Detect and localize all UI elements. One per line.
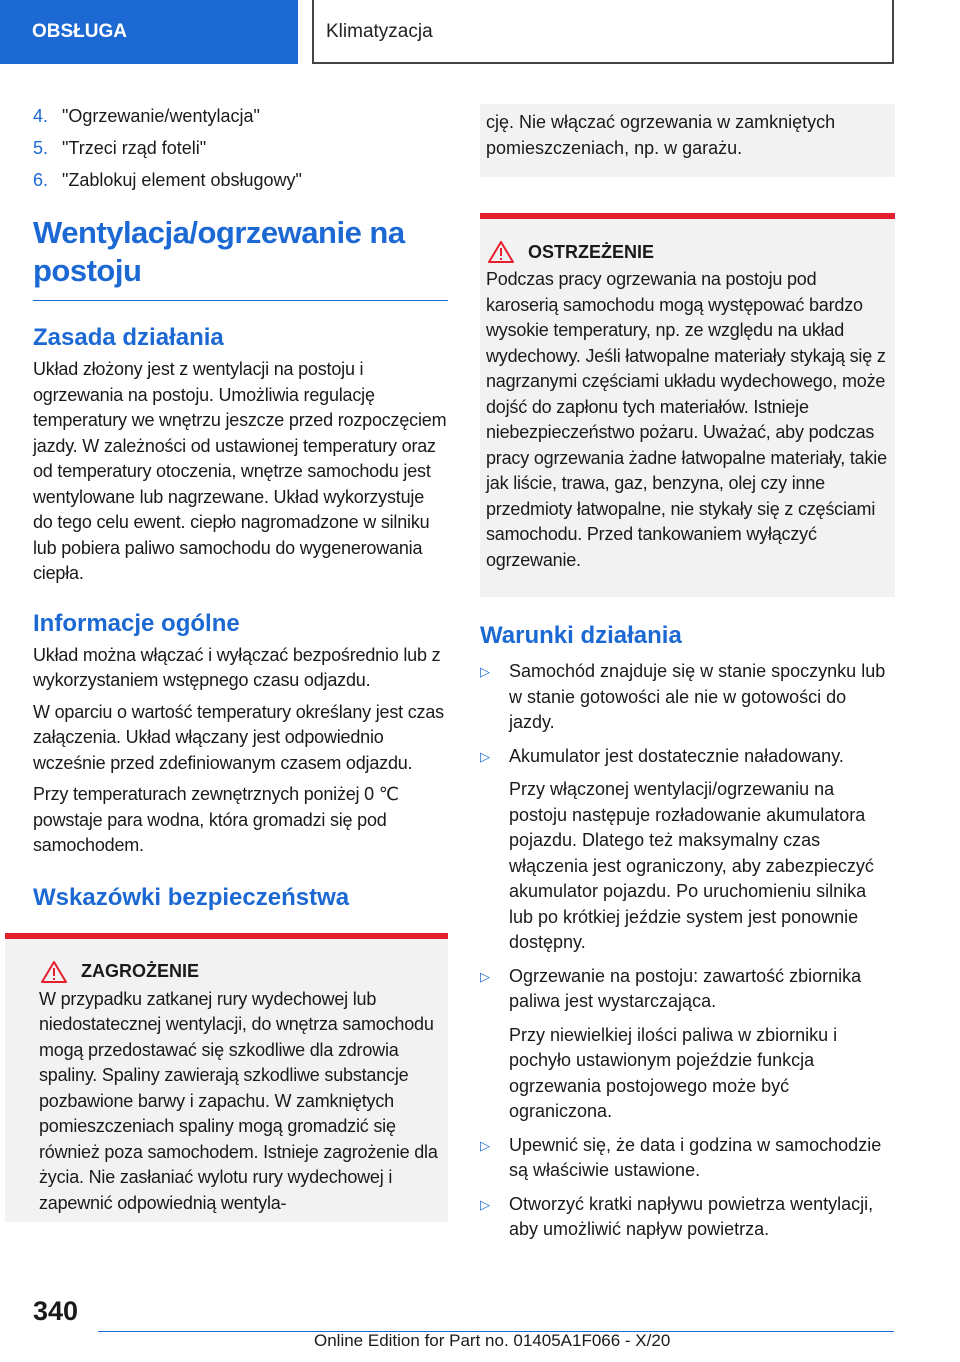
list-number: 4. bbox=[33, 106, 49, 126]
warning-triangle-icon bbox=[41, 961, 67, 983]
condition-text: Ogrzewanie na postoju: zawartość zbiornika paliwa jest wystarczająca. bbox=[509, 965, 862, 1011]
conditions-heading: Warunki działania bbox=[480, 622, 682, 649]
list-item bbox=[33, 164, 448, 196]
condition-item bbox=[480, 659, 895, 736]
triangle-bullet-icon: ▷ bbox=[480, 748, 490, 764]
page-header bbox=[0, 0, 960, 68]
condition-text: Akumulator jest dostatecznie naładowany. bbox=[509, 745, 844, 766]
warning-heading bbox=[528, 241, 889, 263]
triangle-bullet-icon: ▷ bbox=[480, 1196, 490, 1212]
condition-subtext: Przy niewielkiej ilości paliwa w zbiorniku i pochyło ustawionym pojeździe funkcja ogrzewania postojowego może być ograniczona. bbox=[509, 1024, 838, 1121]
edition-note: Online Edition for Part no. 01405A1F066 - X/20 bbox=[314, 1331, 671, 1350]
info-paragraph-2: W oparciu o wartość temperatury określany jest czas załączenia. Układ włączany jest odpowiednio wcześnie przed zdefiniowanym czasem odjazdu. bbox=[33, 701, 444, 773]
zasada-text: Układ złożony jest z wentylacji na postoju i ogrzewania na postoju. Umożliwia regulację temperatury we wnętrzu jeszcze przed rozpoczęciem jazdy. W zależności od ustawionej temperatury oraz od temperatury otoczenia, wnętrze samochodu jest wentylowane lub nagrzewane. Układ wykorzystuje do tego celu ewent. ciepło nagromadzone w silniku lub pobiera paliwo samochodu do wygenerowania ciepła. bbox=[33, 359, 447, 583]
zasada-heading: Zasada działania bbox=[33, 324, 224, 351]
condition-text: Upewnić się, że data i godzina w samochodzie są właściwie ustawione. bbox=[509, 1134, 882, 1180]
danger-heading bbox=[81, 961, 442, 983]
condition-item bbox=[480, 1192, 895, 1243]
left-column bbox=[33, 100, 448, 1222]
condition-text: Otworzyć kratki napływu powietrza wentylacji, aby umożliwić napływ powietrza. bbox=[509, 1193, 874, 1239]
condition-item bbox=[480, 744, 895, 770]
list-item bbox=[33, 100, 448, 132]
condition-item bbox=[480, 1133, 895, 1184]
info-heading: Informacje ogólne bbox=[33, 609, 240, 637]
numbered-list bbox=[33, 100, 448, 196]
list-text: "Trzeci rząd foteli" bbox=[62, 138, 207, 158]
chapter-title: Klimatyzacja bbox=[326, 21, 433, 42]
right-column bbox=[480, 100, 895, 1251]
warning-triangle-icon bbox=[488, 241, 514, 263]
main-title: Wentylacja/ogrzewanie na postoju bbox=[33, 214, 448, 301]
triangle-bullet-icon: ▷ bbox=[480, 1137, 490, 1153]
danger-label: ZAGROŻENIE bbox=[81, 961, 200, 981]
list-text: "Ogrzewanie/wentylacja" bbox=[62, 106, 260, 126]
warning-text: Podczas pracy ogrzewania na postoju pod karoserią samochodu mogą występować bardzo wysokie temperatury, np. ze względu na układ wydechowy. Jeśli łatwopalne materiały stykają się z nagrzanymi częściami układu wydechowego, może dojść do zapłonu tych materiałów. Istnieje niebezpieczeństwo pożaru. Uważać, aby podczas pracy ogrzewania żadne łatwopalne materiały, takie jak liście, trawa, gaz, benzyna, olej czy inne przedmioty łatwopalne, nie stykały się z częściami samochodu. Przed tankowaniem wyłączyć ogrzewanie. bbox=[486, 269, 887, 570]
warning-label: OSTRZEŻENIE bbox=[528, 241, 655, 262]
danger-continuation: cję. Nie włączać ogrzewania w zamkniętych pomieszczeniach, np. w garażu. bbox=[480, 104, 895, 177]
danger-box bbox=[5, 933, 448, 1223]
safety-heading: Wskazówki bezpieczeństwa bbox=[33, 883, 350, 911]
section-label: OBSŁUGA bbox=[32, 21, 127, 42]
danger-text: W przypadku zatkanej rury wydechowej lub niedostatecznej wentylacji, do wnętrza samochodu mogą przedostawać się szkodliwe dla zdrowia spaliny. Spaliny zawierają szkodliwe substancje pozbawione barwy i zapachu. W zamkniętych pomieszczeniach spaliny mogą gromadzić się również poza samochodem. Istnieje zagrożenie dla życia. Nie zasłaniać wylotu rury wydechowej i zapewnić odpowiednią wentyla- bbox=[39, 988, 438, 1213]
triangle-bullet-icon: ▷ bbox=[480, 664, 490, 679]
triangle-bullet-icon: ▷ bbox=[480, 968, 490, 984]
condition-text: Samochód znajduje się w stanie spoczynku lub w stanie gotowości ale nie w gotowości do jazdy. bbox=[509, 661, 886, 732]
condition-subtext: Przy włączonej wentylacji/ogrzewaniu na postoju następuje rozładowanie akumulatora pojazdu. Dlatego też maksymalny czas włączenia jest ograniczony, aby zabezpieczyć akumulator pojazdu. Po uruchomieniu silnika lub po krótkiej jeździe system jest ponownie dostępny. bbox=[509, 779, 874, 952]
list-number: 6. bbox=[33, 170, 49, 190]
page-number: 340 bbox=[33, 1296, 79, 1326]
list-number: 5. bbox=[33, 138, 49, 158]
list-item bbox=[33, 132, 448, 164]
warning-box bbox=[480, 213, 895, 597]
section-tab bbox=[0, 0, 298, 64]
list-text: "Zablokuj element obsługowy" bbox=[62, 170, 302, 190]
info-paragraph-1: Układ można włączać i wyłączać bezpośrednio lub z wykorzystaniem wstępnego czasu odjazdu. bbox=[33, 644, 441, 690]
condition-item bbox=[480, 964, 895, 1015]
info-paragraph-3: Przy temperaturach zewnętrznych poniżej 0 ℃ powstaje para wodna, która gromadzi się pod samochodem. bbox=[33, 784, 399, 855]
